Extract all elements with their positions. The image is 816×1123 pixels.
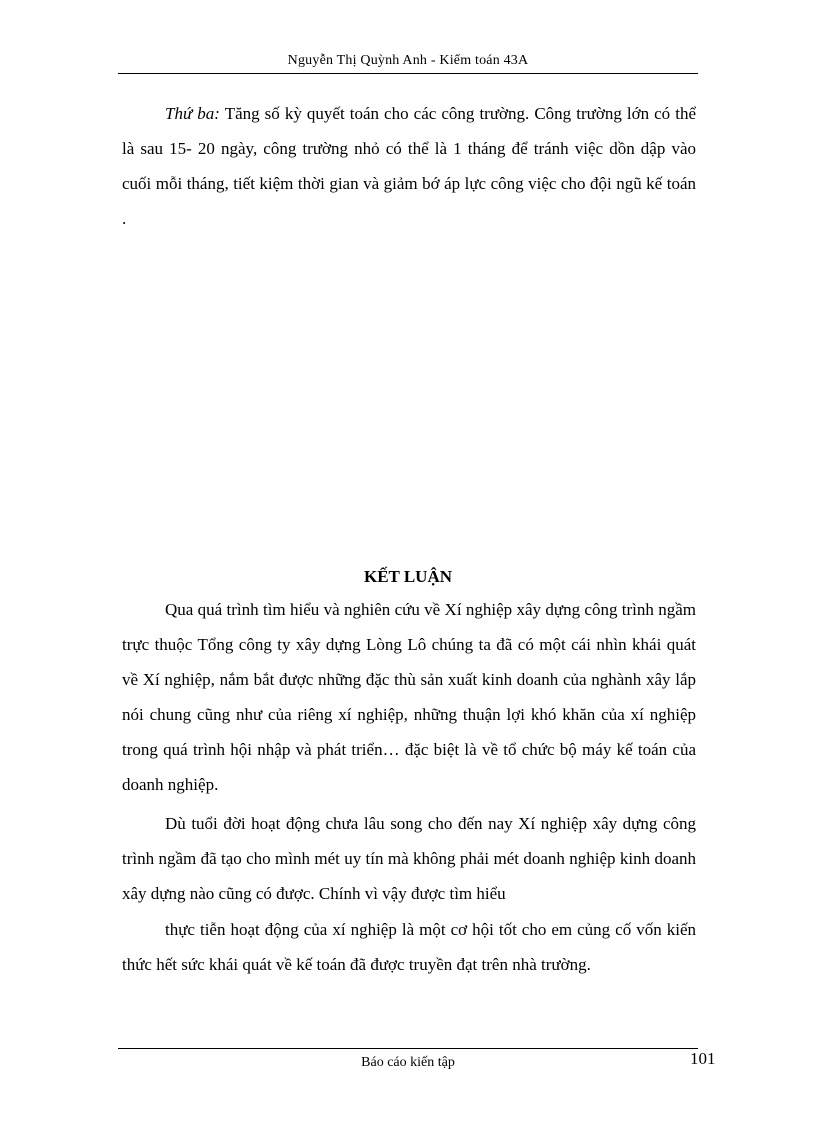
paragraph-section-three xyxy=(122,96,696,236)
section-title: KẾT LUẬN xyxy=(363,567,452,586)
header-divider xyxy=(118,73,698,74)
running-header: Nguyễn Thị Quỳnh Anh - Kiểm toán 43A xyxy=(287,53,529,68)
footer-divider xyxy=(118,1048,698,1049)
conclusion-paragraph-1: Qua quá trình tìm hiểu và nghiên cứu về Xí nghiệp xây dựng công trình ngầm trực thuộc Tổng công ty xây dựng Lòng Lô chúng ta đã có một cái nhìn khái quát về Xí nghiệp, nắm bắt được những đặc thù sản xuất kinh doanh của nghành xây lắp nói chung cũng như của riêng xí nghiệp, những thuận lợi khó khăn của xí nghiệp trong quá trình hội nhập và phát triển… đặc biệt là về tổ chức bộ máy kế toán của doanh nghiệp. xyxy=(122,600,696,794)
paragraph-lead: Thứ ba: xyxy=(165,104,220,123)
conclusion-paragraph-3: thực tiễn hoạt động của xí nghiệp là một cơ hội tốt cho em củng cố vốn kiến thức hết sức khái quát về kế toán đã được truyền đạt trên nhà trường. xyxy=(122,920,696,974)
paragraph-body: Tăng số kỳ quyết toán cho các công trường. Công trường lớn có thể là sau 15- 20 ngày, công trường nhỏ có thể là 1 tháng để tránh việc dồn dập vào cuối mỗi tháng, tiết kiệm thời gian và giảm bớ áp lực công việc cho đội ngũ kế toán . xyxy=(122,104,697,228)
page-number: 101 xyxy=(690,1049,716,1068)
running-footer: Báo cáo kiến tập xyxy=(361,1055,455,1070)
conclusion-paragraph-2: Dù tuổi đời hoạt động chưa lâu song cho đến nay Xí nghiệp xây dựng công trình ngầm đã tạo cho mình mét uy tín mà không phải mét doanh nghiệp kinh doanh xây dựng nào cũng có được. Chính vì vậy được tìm hiểu xyxy=(122,814,696,903)
